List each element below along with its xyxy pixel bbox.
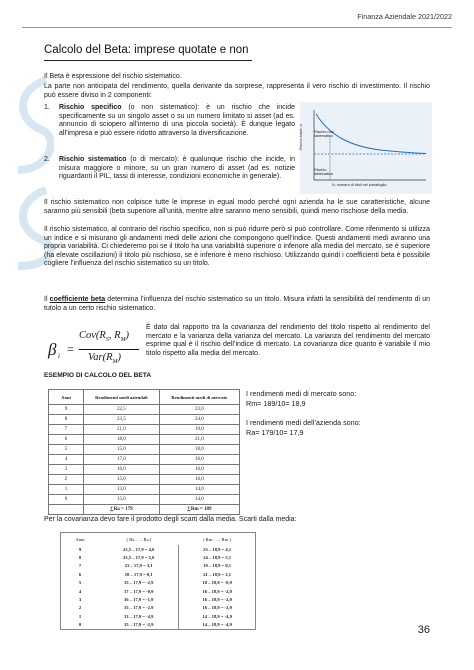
cell-rend-mercato: 21,0: [159, 435, 239, 445]
cell-rend-aziendale: 13,0: [84, 485, 160, 495]
cell-scarto-mercato: 16 – 18,9 = -2,9: [202, 588, 232, 594]
cell-scarto-mercato: 21 – 18,9 = 2,1: [203, 571, 232, 577]
paragraph-sensitivity: Il rischio sistematico non colpisce tutte le imprese in egual modo perché ogni azienda ha le sue caratteristiche, alcune saranno più sensibili (beta superiore all’unità, mentre altre saranno meno sensibili, quindi meno rischiose della media.: [44, 199, 430, 215]
cell-scarto-mercato: 18 – 18,9 = -0,9: [202, 580, 232, 586]
deviations-table-row: [61, 587, 256, 595]
cell-scarto-azienda: 15 – 17,9 = -2,9: [99, 621, 179, 630]
sum-mercato: ∑Rm = 189: [159, 505, 239, 515]
returns-table-row: [49, 455, 240, 465]
cell-rend-aziendale: 17,0: [84, 455, 160, 465]
cell-rend-aziendale: 15,0: [84, 475, 160, 485]
cell-rend-aziendale: 18,0: [84, 435, 160, 445]
returns-table-row: [49, 415, 240, 425]
deviations-table: [60, 532, 256, 630]
market-returns-value: Rm= 189/10= 18,9: [246, 399, 306, 408]
cell-rend-mercato: 24,0: [159, 415, 239, 425]
chart-y-label: Rischio totale, σ: [299, 124, 303, 150]
title-underline: [44, 60, 252, 61]
cell-anno: 2: [78, 605, 82, 611]
intro-paragraph-1: Il Beta è espressione del rischio sistematico.: [44, 73, 182, 80]
rischio-sistematico-text: (o di mercato): è qualunque rischio che incide, in misura maggiore o minore, su un gran numero di asset (ad es. notizie riguardanti il PIL, tassi di interesse, condizioni economiche in generale).: [59, 156, 296, 181]
formula-equals: =: [67, 342, 74, 356]
cell-rend-mercato: 14,0: [159, 485, 239, 495]
chart-label-sys: Rischio sistematico: [314, 168, 333, 177]
formula-numerator: [79, 330, 129, 343]
sum-aziendale: ∑Ra = 179: [84, 505, 160, 515]
deviations-table-row: [61, 562, 256, 570]
paragraph-coefficient-beta: [44, 296, 430, 313]
cell-rend-mercato: 19,0: [159, 425, 239, 435]
cell-scarto-azienda: 15 – 17,9 = -2,9: [99, 604, 179, 612]
cell-scarto-mercato: 16 – 18,9 = -2,9: [202, 597, 232, 603]
returns-table-row: [49, 465, 240, 475]
cell-scarto-mercato: 23 – 18,9 = 4,1: [203, 546, 232, 552]
cell-anno: 4: [78, 588, 82, 594]
formula-beta: β: [48, 340, 57, 359]
cell-anno: 5: [78, 580, 82, 586]
term-rischio-specifico: Rischio specifico: [59, 104, 122, 111]
cell-scarto-mercato: 24 – 18,9 = 5,1: [203, 555, 232, 561]
term-coefficiente-beta: coefficiente beta: [49, 296, 106, 303]
cb-pre: Il: [44, 296, 50, 303]
num-end: ): [125, 330, 129, 341]
covariance-text: Per la covarianza devo fare il prodotto degli scarti dalla media. Scarti dalla media:: [44, 516, 297, 523]
sum-empty-cell: [49, 505, 84, 515]
cell-rend-mercato: 14,0: [159, 495, 239, 505]
cell-anno: 7: [49, 425, 84, 435]
num-mid: , R: [108, 330, 121, 341]
cell-anno: 8: [49, 415, 84, 425]
page-number: 36: [417, 624, 430, 636]
returns-table: [48, 389, 240, 515]
cell-scarto-mercato: 16 – 18,9 = -2,9: [202, 605, 232, 611]
col-rendimenti-mercato: Rendimenti medi di mercato: [159, 390, 239, 405]
company-returns-value: Ra= 179/10= 17,9: [246, 428, 304, 437]
cell-scarto-azienda: 22,5 – 17,9 = 4,6: [99, 545, 179, 553]
beta-formula: [48, 328, 138, 374]
cell-scarto-mercato: 14 – 18,9 = -4,9: [202, 613, 232, 619]
cell-rend-mercato: 16,0: [159, 465, 239, 475]
cell-scarto-azienda: 17 – 17,9 = -0,9: [99, 587, 179, 595]
num-sub-s: S: [105, 337, 109, 344]
cell-anno: 9: [78, 546, 82, 552]
cell-scarto-azienda: 18 – 17,9 = 0,1: [99, 570, 179, 578]
deviations-table-row: [61, 570, 256, 578]
den-var: Var(R: [88, 352, 113, 363]
cell-anno: 7: [78, 563, 82, 569]
cell-anno: 6: [78, 571, 82, 577]
formula-beta-sub: i: [58, 352, 60, 360]
deviations-table-row: [61, 621, 256, 630]
den-sub-m: M: [112, 359, 118, 366]
chart-label-nonsys: Rischio non sistematico: [314, 130, 334, 139]
market-returns-label: I rendimenti medi di mercato sono:: [246, 389, 357, 398]
page-title: Calcolo del Beta: imprese quotate e non: [44, 44, 249, 56]
returns-table-row: [49, 425, 240, 435]
den-end: ): [117, 352, 121, 363]
deviations-table-row: [61, 579, 256, 587]
cell-scarto-azienda: 13 – 17,9 = -4,9: [99, 612, 179, 620]
col-anni: Anni: [49, 390, 84, 405]
rischio-specifico-text: (o non sistematico): è un rischio che incide specificamente su un singolo asset o su un numero limitato si asset (ad es. annuncio di sciopero all’interno di una piccola società). È dunque legato all’impresa e può essere ridotto attraverso la diversificazione.: [59, 104, 295, 137]
cell-rend-aziendale: 23,5: [84, 415, 160, 425]
cell-scarto-azienda: 23,5 – 17,9 = 5,6: [99, 553, 179, 561]
term-rischio-sistematico: Rischio sistematico: [59, 156, 127, 163]
paragraph-reduction: Il rischio sistematico, al contrario del rischio specifico, non si può ridurre però si può controllare. Come riferimento si utilizza un indice e si misurano gli andamenti medi delle azioni che compongono quell’indice. Questi andamenti medi avranno una propria variabilità. Ci chiederemo poi se il titolo ha una variabilità superiore o inferiore alla media del mercato, se è superiore (ha elevate oscillazioni) il titolo più rischioso, se è inferiore è meno rischioso. Utilizzando quindi i coefficienti beta è possibile cogliere l’influenza del rischio sistematico su un titolo.: [44, 226, 430, 268]
cell-rend-aziendale: 15,0: [84, 445, 160, 455]
cell-scarto-mercato: 14 – 18,9 = -4,9: [202, 622, 232, 628]
col-scarti-mercato: ( Rm… – Rm ): [203, 536, 231, 542]
cell-anno: 0: [49, 495, 84, 505]
col-anni-2: Anni: [75, 536, 85, 542]
deviations-table-row: [61, 553, 256, 561]
list-number-2: 2.: [44, 156, 50, 163]
returns-table-row: [49, 495, 240, 505]
example-heading: ESEMPIO DI CALCOLO DEL BETA: [44, 372, 152, 379]
num-cov: Cov(R: [79, 330, 106, 341]
formula-explanation: È dato dal rapporto tra la covarianza del rendimento del titolo rispetto al rendimento del mercato e la varianza della varianza del mercato. La varianza del rendimento del mercato esprime qual è il rischio dell’indice di mercato. La covarianza dice quanto è variabile il mio titolo rispetto alla media del mercato.: [146, 324, 430, 357]
course-header: Finanza Aziendale 2021/2022: [357, 12, 452, 21]
cell-rend-mercato: 23,0: [159, 405, 239, 415]
list-item-rischio-sistematico: [59, 156, 295, 182]
cell-rend-mercato: 16,0: [159, 475, 239, 485]
company-returns-label: I rendimenti medi dell’azienda sono:: [246, 418, 361, 427]
cell-anno: 3: [78, 597, 82, 603]
cell-anno: 9: [49, 405, 84, 415]
header-divider: [22, 27, 452, 28]
cell-scarto-azienda: 15 – 17,9 = -2,9: [99, 579, 179, 587]
num-sub-m: M: [120, 337, 126, 344]
cell-rend-mercato: 18,0: [159, 445, 239, 455]
cell-rend-aziendale: 22,5: [84, 405, 160, 415]
cell-rend-mercato: 16,0: [159, 455, 239, 465]
cell-anno: 6: [49, 435, 84, 445]
cell-rend-aziendale: 15,0: [84, 495, 160, 505]
list-item-rischio-specifico: [59, 104, 295, 138]
list-number-1: 1.: [44, 104, 50, 111]
col-rendimenti-aziendali: Rendimenti medi aziendali: [84, 390, 160, 405]
cell-scarto-azienda: 16 – 17,9 = -1,9: [99, 595, 179, 603]
cell-anno: 1: [49, 485, 84, 495]
cell-anno: 8: [78, 555, 82, 561]
cell-rend-aziendale: 21,0: [84, 425, 160, 435]
returns-table-row: [49, 405, 240, 415]
cell-anno: 3: [49, 465, 84, 475]
deviations-table-row: [61, 612, 256, 620]
diversification-chart: [300, 102, 432, 194]
returns-table-row: [49, 435, 240, 445]
returns-table-row: [49, 445, 240, 455]
returns-table-row: [49, 485, 240, 495]
deviations-table-row: [61, 545, 256, 553]
formula-denominator: [88, 352, 121, 365]
cell-scarto-mercato: 19 – 18,9 = 0,1: [203, 563, 232, 569]
cell-anno: 5: [49, 445, 84, 455]
cb-post: determina l’influenza del rischio sistematico su un titolo. Misura infatti la sensibilità del rendimento di un tutolo a un certo rischio sistematico.: [44, 296, 430, 312]
deviations-table-header: [61, 533, 256, 546]
cell-rend-aziendale: 16,0: [84, 465, 160, 475]
cell-scarto-azienda: 21 – 17,9 = 3,1: [99, 562, 179, 570]
intro-paragraph-2: La parte non anticipata del rendimento, quella derivante da sorprese, rappresenta il vero rischio di investimento. Il rischio può essere diviso in 2 componenti:: [44, 83, 430, 99]
cell-anno: 2: [49, 475, 84, 485]
chart-x-label: N, numero di titoli nel portafoglio: [332, 183, 387, 187]
returns-table-row: [49, 475, 240, 485]
col-scarti-azienda: ( Ra… – Ra ): [126, 536, 152, 542]
cell-anno: 0: [78, 622, 82, 628]
cell-anno: 1: [78, 613, 82, 619]
returns-table-sum-row: [49, 505, 240, 515]
returns-table-header: [49, 390, 240, 405]
formula-fraction-bar: [79, 349, 139, 350]
cell-anno: 4: [49, 455, 84, 465]
deviations-table-row: [61, 595, 256, 603]
deviations-table-row: [61, 604, 256, 612]
